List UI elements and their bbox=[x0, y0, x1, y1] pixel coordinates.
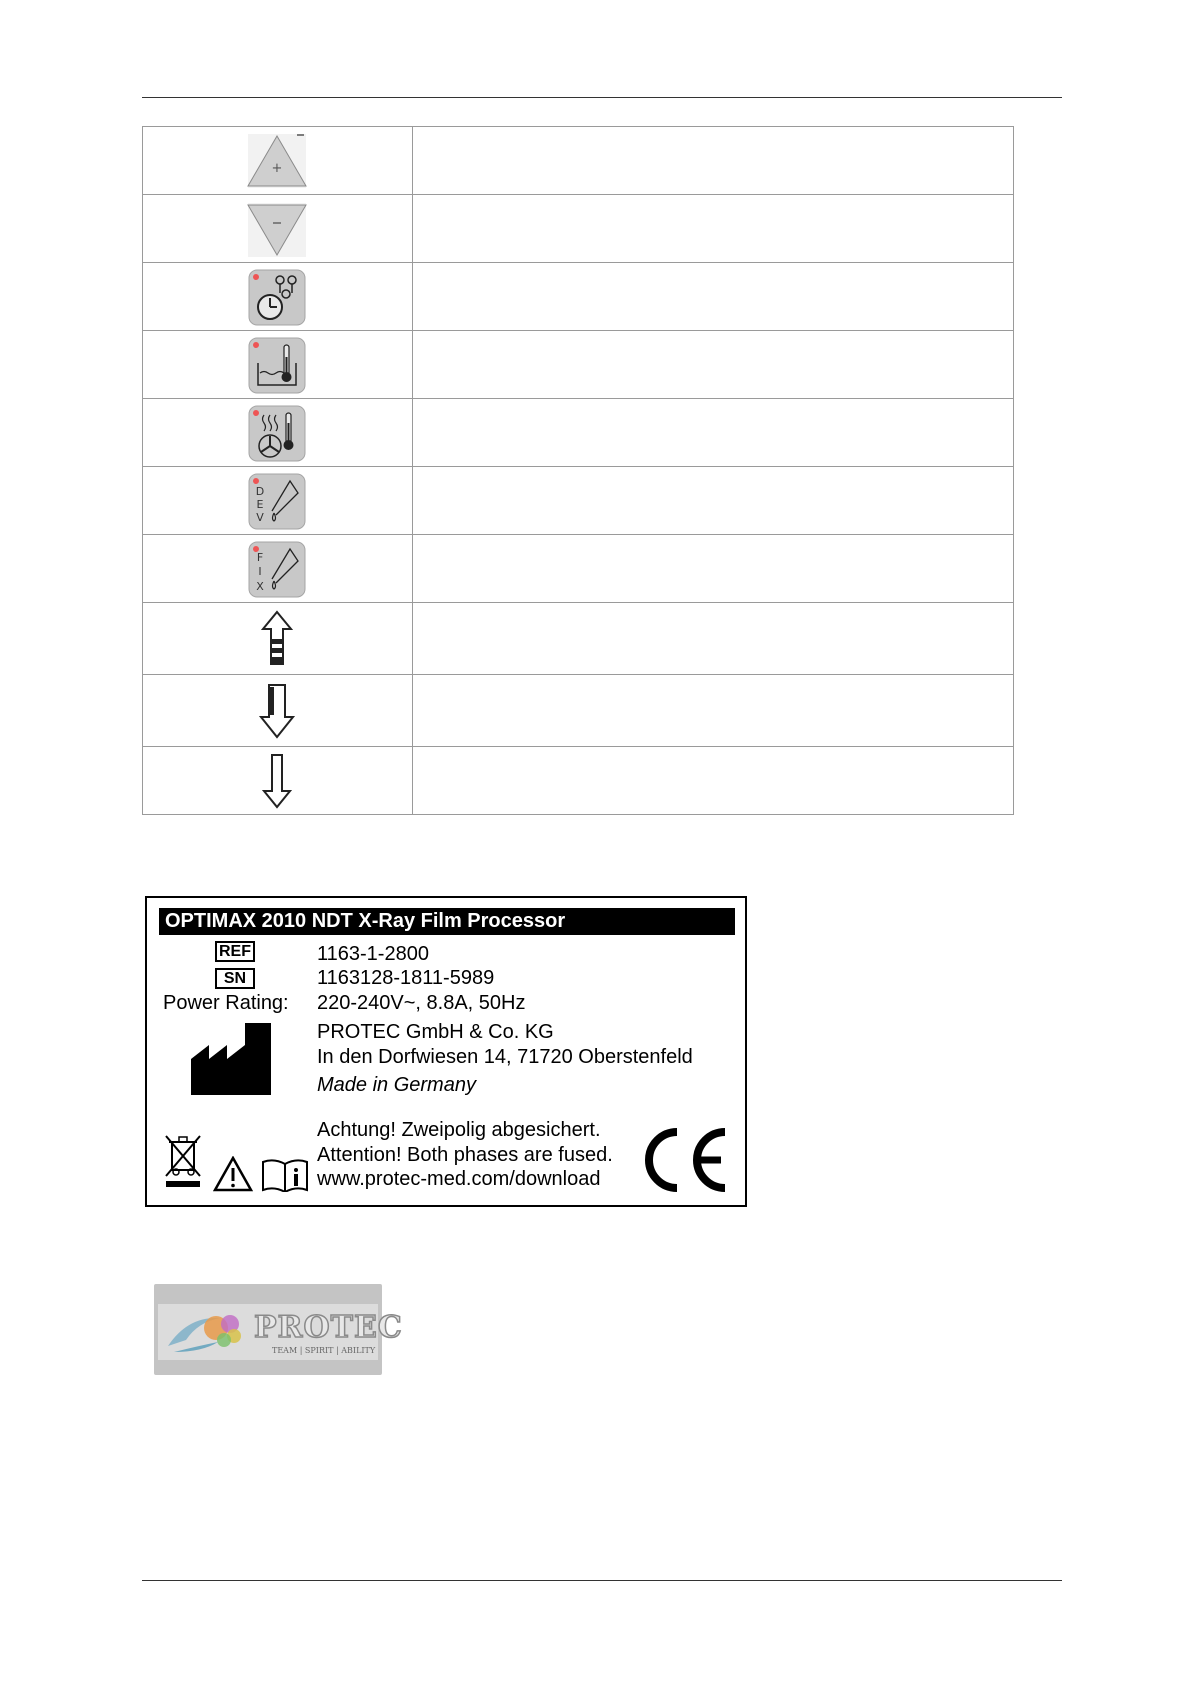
made-in: Made in Germany bbox=[317, 1074, 476, 1096]
sn-value: 1163128-1811-5989 bbox=[317, 967, 495, 989]
arrow-up-bars-icon bbox=[257, 609, 297, 669]
decrease-triangle-icon bbox=[242, 199, 312, 259]
dev-letter-e: E bbox=[256, 497, 264, 511]
symbol-row bbox=[143, 263, 1014, 331]
power-value: 220-240V~, 8.8A, 50Hz bbox=[317, 992, 526, 1014]
symbol-row bbox=[143, 195, 1014, 263]
logo-swirl-icon bbox=[164, 1306, 250, 1358]
fix-letter-i: I bbox=[258, 564, 262, 578]
warning-triangle-icon bbox=[213, 1156, 253, 1192]
ref-value: 1163-1-2800 bbox=[317, 943, 429, 965]
symbol-row bbox=[143, 399, 1014, 467]
logo-wordmark: PROTEC bbox=[254, 1310, 403, 1345]
symbol-description bbox=[412, 263, 1013, 331]
symbol-description bbox=[412, 399, 1013, 467]
manual-info-icon bbox=[261, 1158, 309, 1192]
symbol-description bbox=[412, 331, 1013, 399]
power-label: Power Rating: bbox=[163, 992, 289, 1014]
type-plate-label bbox=[145, 896, 747, 1207]
bath-temperature-icon bbox=[246, 335, 308, 395]
symbol-table bbox=[142, 126, 1014, 815]
symbol-row bbox=[143, 127, 1014, 195]
symbol-description bbox=[412, 467, 1013, 535]
symbol-row bbox=[143, 331, 1014, 399]
symbol-description bbox=[412, 603, 1013, 675]
ce-mark-icon bbox=[639, 1128, 735, 1192]
symbol-description bbox=[412, 127, 1013, 195]
symbol-row bbox=[143, 675, 1014, 747]
sn-tag: SN bbox=[215, 968, 255, 989]
fix-letter-x: X bbox=[256, 579, 265, 593]
symbol-cell bbox=[143, 399, 413, 467]
warning-en: Attention! Both phases are fused. bbox=[317, 1144, 613, 1166]
timer-rollers-icon bbox=[246, 267, 308, 327]
symbol-cell bbox=[143, 535, 413, 603]
symbol-description bbox=[412, 195, 1013, 263]
symbol-cell bbox=[143, 195, 413, 263]
symbol-row bbox=[143, 747, 1014, 815]
symbol-cell bbox=[143, 603, 413, 675]
dryer-temperature-icon bbox=[246, 403, 308, 463]
svg-text:+: + bbox=[271, 160, 283, 176]
increase-triangle-icon bbox=[242, 130, 312, 192]
header-rule bbox=[142, 97, 1062, 98]
protec-logo bbox=[154, 1284, 403, 1375]
symbol-cell bbox=[143, 467, 413, 535]
symbol-cell bbox=[143, 331, 413, 399]
download-url: www.protec-med.com/download bbox=[317, 1168, 601, 1190]
symbol-description bbox=[412, 747, 1013, 815]
manufacturer-name: PROTEC GmbH & Co. KG bbox=[317, 1021, 554, 1043]
symbol-row bbox=[143, 467, 1014, 535]
symbol-cell bbox=[143, 747, 413, 815]
symbol-description bbox=[412, 535, 1013, 603]
manufacturer-factory-icon bbox=[191, 1023, 273, 1095]
logo-tagline: TEAM | SPIRIT | ABILITY bbox=[272, 1346, 376, 1355]
warning-de: Achtung! Zweipolig abgesichert. bbox=[317, 1119, 601, 1141]
arrow-down-bars-icon bbox=[257, 681, 297, 741]
symbol-cell bbox=[143, 127, 413, 195]
developer-replenish-icon bbox=[246, 471, 308, 531]
symbol-cell bbox=[143, 263, 413, 331]
weee-bin-icon bbox=[163, 1134, 203, 1188]
fixer-replenish-icon bbox=[246, 539, 308, 599]
footer-rule bbox=[142, 1580, 1062, 1581]
symbol-row bbox=[143, 535, 1014, 603]
logo-panel bbox=[158, 1304, 403, 1360]
dev-letter-v: V bbox=[256, 510, 265, 524]
arrow-down-icon bbox=[257, 751, 297, 811]
symbol-cell bbox=[143, 675, 413, 747]
fix-letter-f: F bbox=[257, 550, 264, 564]
symbol-row bbox=[143, 603, 1014, 675]
ref-tag: REF bbox=[215, 941, 255, 962]
manufacturer-address: In den Dorfwiesen 14, 71720 Oberstenfeld bbox=[317, 1046, 693, 1068]
plate-title: OPTIMAX 2010 NDT X-Ray Film Processor bbox=[159, 908, 735, 935]
dev-letter-d: D bbox=[256, 484, 265, 498]
symbol-description bbox=[412, 675, 1013, 747]
